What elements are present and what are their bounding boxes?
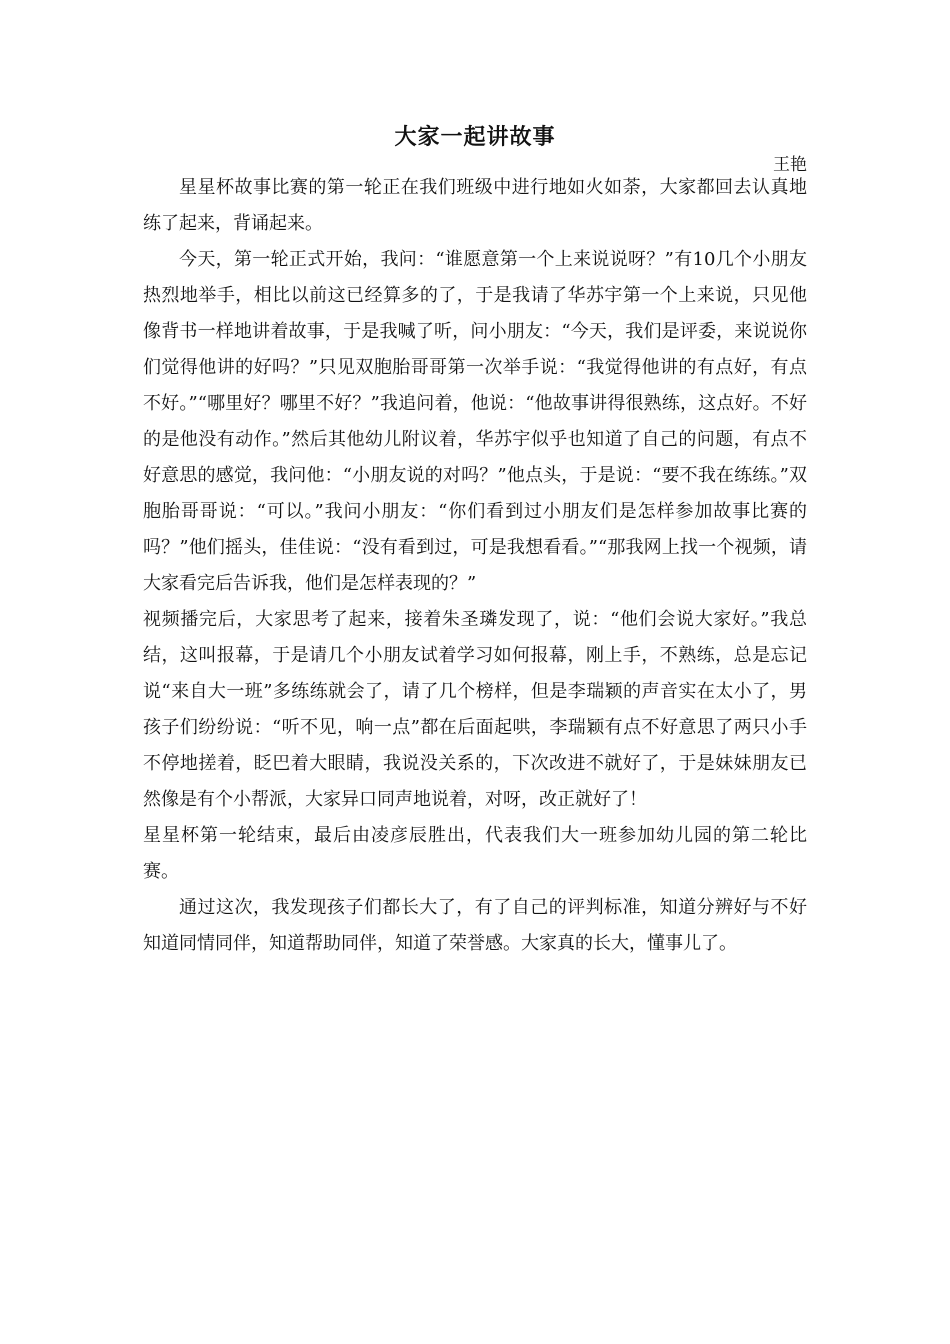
document-body [143, 170, 807, 962]
paragraph-2: 今天，第一轮正式开始，我问：“谁愿意第一个上来说说呀？”有10几个小朋友热烈地举手，相比以前这已经算多的了，于是我请了华苏宇第一个上来说，只见他像背书一样地讲着故事，于是我喊了听，问小朋友：“今天，我们是评委，来说说你们觉得他讲的好吗？”只见双胞胎哥哥第一次举手说：“我觉得他讲的有点好，有点不好。”“哪里好？哪里不好？”我追问着，他说：“他故事讲得很熟练，这点好。不好的是他没有动作。”然后其他幼儿附议着，华苏宇似乎也知道了自己的问题，有点不好意思的感觉，我问他：“小朋友说的对吗？”他点头，于是说：“要不我在练练。”双胞胎哥哥说：“可以。”我问小朋友：“你们看到过小朋友们是怎样参加故事比赛的吗？”他们摇头，佳佳说：“没有看到过，可是我想看看。”“那我网上找一个视频，请大家看完后告诉我，他们是怎样表现的？” [143, 249, 807, 594]
paragraph-5: 通过这次，我发现孩子们都长大了，有了自己的评判标准，知道分辨好与不好知道同情同伴，知道帮助同伴，知道了荣誉感。大家真的长大，懂事儿了。 [143, 897, 807, 954]
paragraph-1: 星星杯故事比赛的第一轮正在我们班级中进行地如火如荼，大家都回去认真地练了起来，背诵起来。 [143, 177, 807, 234]
author-name: 王艳 [773, 155, 807, 175]
paragraph-4: 星星杯第一轮结束，最后由凌彦辰胜出，代表我们大一班参加幼儿园的第二轮比赛。 [143, 825, 807, 882]
document-title: 大家一起讲故事 [394, 125, 556, 150]
paragraph-3: 视频播完后，大家思考了起来，接着朱圣璘发现了，说：“他们会说大家好。”我总结，这叫报幕，于是请几个小朋友试着学习如何报幕，刚上手，不熟练，总是忘记说“来自大一班”多练练就会了，请了几个榜样，但是李瑞颖的声音实在太小了，男孩子们纷纷说：“听不见，响一点”都在后面起哄，李瑞颖有点不好意思了两只小手不停地搓着，眨巴着大眼睛，我说没关系的，下次改进不就好了，于是妹妹朋友已然像是有个小帮派，大家异口同声地说着，对呀，改正就好了！ [143, 609, 807, 810]
